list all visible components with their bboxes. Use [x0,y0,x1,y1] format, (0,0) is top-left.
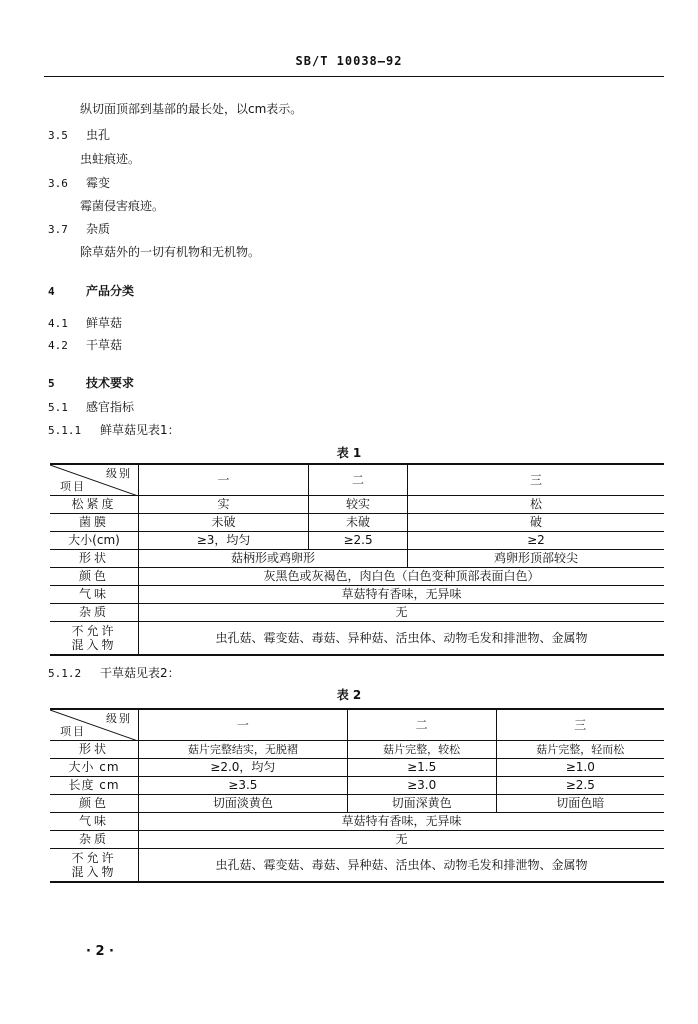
table-row [50,813,664,831]
table-row [50,741,664,759]
row-label: 杂质 [50,604,139,622]
table-2 [50,708,664,883]
cell: 菇片完整结实，无脱褶 [139,741,348,759]
section-number: 5.1.1 [48,424,82,437]
section-number: 4.2 [48,339,68,352]
section-number: 4.1 [48,317,68,330]
table-row [50,514,664,532]
header-rule [44,76,664,77]
table-2-caption: 表 2 [336,688,362,702]
section-4-heading [48,282,134,299]
section-5-1-heading [48,398,134,415]
row-label-line: 混入物 [71,865,117,879]
grade-3-header: 三 [407,464,664,496]
paragraph-continuation: 纵切面顶部到基部的最长处，以cm表示。 [80,102,303,116]
table-1 [50,463,664,656]
section-text: 鲜草菇见表1： [100,423,180,437]
row-label: 大小 cm [50,759,139,777]
row-label: 菌膜 [50,514,139,532]
corner-item-label: 项目 [60,725,86,738]
section-title: 霉变 [86,176,111,190]
section-number: 3.6 [48,177,68,190]
cell: ≥2.5 [309,532,408,550]
cell: 灰黑色或灰褐色，肉白色（白色变种顶部表面白色） [139,568,665,586]
page-number: · 2 · [86,944,114,959]
cell: 草菇特有香味，无异味 [139,813,665,831]
table-row [50,849,664,883]
cell: 无 [139,831,665,849]
row-label-line: 不允许 [71,851,117,865]
row-label: 气味 [50,813,139,831]
section-number: 5.1.2 [48,667,82,680]
grade-2-header: 二 [309,464,408,496]
table-row [50,532,664,550]
cell: 松 [407,496,664,514]
cell: 无 [139,604,665,622]
table-row [50,777,664,795]
section-3-6-heading [48,174,110,191]
section-title: 虫孔 [86,128,111,142]
cell: ≥2.0，均匀 [139,759,348,777]
row-label: 松紧度 [50,496,139,514]
table-row [50,795,664,813]
row-label-line: 不允许 [71,624,117,638]
cell: 实 [139,496,309,514]
section-3-7-heading [48,220,110,237]
row-label: 形状 [50,741,139,759]
corner-cell [50,709,139,741]
cell: 切面淡黄色 [139,795,348,813]
cell: 未破 [309,514,408,532]
row-label: 大小(cm) [50,532,139,550]
cell: ≥3，均匀 [139,532,309,550]
section-3-7-text: 除草菇外的一切有机物和无机物。 [80,245,261,259]
section-title: 技术要求 [86,376,135,390]
corner-grade-label: 级别 [106,467,132,480]
table-row [50,622,664,656]
grade-3-header: 三 [496,709,664,741]
cell: 鸡卵形顶部较尖 [407,550,664,568]
section-3-5-text: 虫蛀痕迹。 [80,152,141,166]
row-label: 长度 cm [50,777,139,795]
cell: 菇片完整，较松 [347,741,496,759]
cell: ≥3.5 [139,777,348,795]
section-number: 3.7 [48,223,68,236]
row-label: 气味 [50,586,139,604]
table-row [50,496,664,514]
section-number: 3.5 [48,129,68,142]
table-header-row [50,464,664,496]
cell: 切面色暗 [496,795,664,813]
cell: ≥2.5 [496,777,664,795]
row-label-line: 混入物 [71,638,117,652]
section-text: 干草菇见表2： [100,666,180,680]
row-label [50,622,139,656]
table-row [50,568,664,586]
table-header-row [50,709,664,741]
section-title: 杂质 [86,222,111,236]
row-label: 颜色 [50,795,139,813]
cell: 虫孔菇、霉变菇、毒菇、异种菇、活虫体、动物毛发和排泄物、金属物 [139,849,665,883]
table-row [50,586,664,604]
corner-grade-label: 级别 [106,712,132,725]
table-row [50,831,664,849]
cell: 草菇特有香味，无异味 [139,586,665,604]
grade-1-header: 一 [139,464,309,496]
section-title: 干草菇 [86,338,123,352]
row-label: 杂质 [50,831,139,849]
row-label: 形状 [50,550,139,568]
cell: 切面深黄色 [347,795,496,813]
section-5-heading [48,374,134,391]
cell: ≥2 [407,532,664,550]
row-label [50,849,139,883]
table-row [50,550,664,568]
section-3-5-heading [48,126,110,143]
section-number: 4 [48,285,55,298]
cell: 未破 [139,514,309,532]
section-number: 5.1 [48,401,68,414]
section-4-2-heading [48,336,122,353]
cell: 菇片完整，轻而松 [496,741,664,759]
section-5-1-2-text [48,664,180,681]
section-4-1-heading [48,314,122,331]
cell: ≥3.0 [347,777,496,795]
section-number: 5 [48,377,55,390]
cell: ≥1.5 [347,759,496,777]
page-header: SB/T 10038—92 [295,54,403,68]
row-label: 颜色 [50,568,139,586]
section-3-6-text: 霉菌侵害痕迹。 [80,199,165,213]
cell: 虫孔菇、霉变菇、毒菇、异种菇、活虫体、动物毛发和排泄物、金属物 [139,622,665,656]
grade-2-header: 二 [347,709,496,741]
corner-cell [50,464,139,496]
section-title: 产品分类 [86,284,135,298]
table-1-caption: 表 1 [336,446,362,460]
cell: ≥1.0 [496,759,664,777]
table-row [50,759,664,777]
section-title: 鲜草菇 [86,316,123,330]
cell: 较实 [309,496,408,514]
grade-1-header: 一 [139,709,348,741]
section-5-1-1-text [48,421,180,438]
cell: 破 [407,514,664,532]
section-title: 感官指标 [86,400,135,414]
cell: 菇柄形或鸡卵形 [139,550,408,568]
corner-item-label: 项目 [60,480,86,493]
table-row [50,604,664,622]
